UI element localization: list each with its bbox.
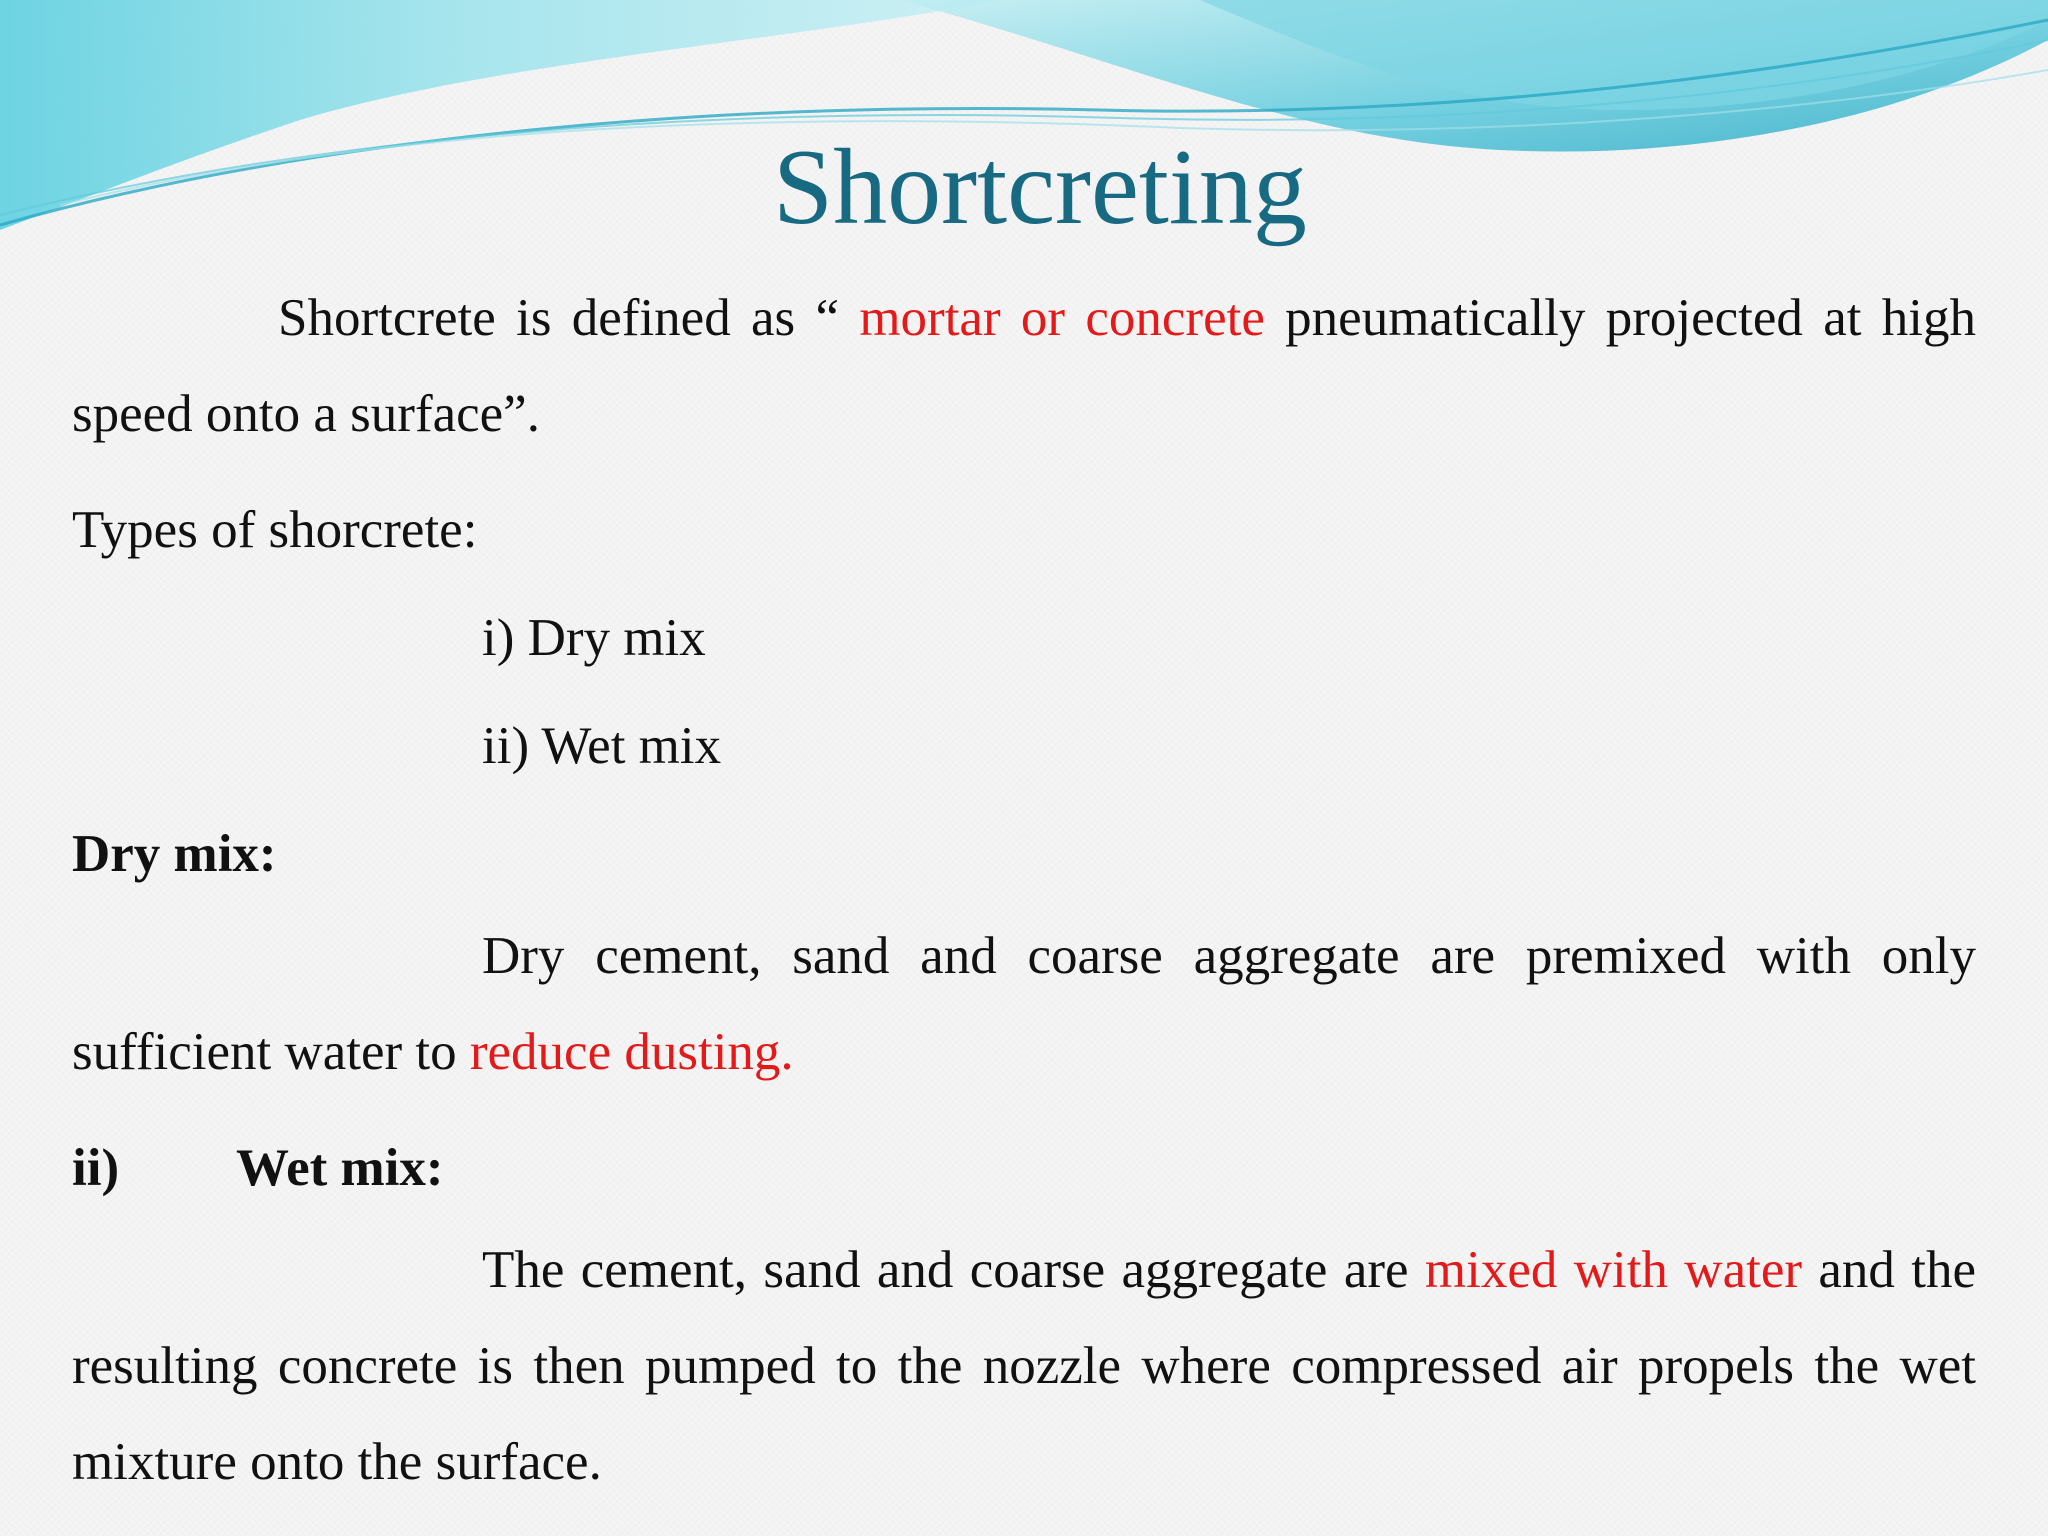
wet-mix-paragraph [72, 1222, 1976, 1510]
definition-text-start: Shortcrete is defined as “ [278, 289, 860, 347]
type-item-wet: ii) Wet mix [482, 717, 722, 775]
dry-mix-paragraph [72, 908, 1976, 1100]
slide-title: Shortcreting [773, 128, 1307, 247]
dry-mix-heading: Dry mix: [72, 825, 277, 883]
wet-mix-heading: Wet mix: [236, 1139, 444, 1197]
types-heading: Types of shorcrete: [72, 501, 478, 559]
definition-text-end: pneumatically projected at high speed onto a surface”. [72, 289, 1976, 443]
wet-mix-heading-row [72, 1114, 1976, 1222]
wet-mix-text-start: The cement, sand and coarse aggregate are [482, 1241, 1425, 1299]
wet-mix-text-end: and the resulting concrete is then pumped to the nozzle where compressed air propels the wet mixture onto the surface. [72, 1241, 1976, 1491]
definition-paragraph [72, 270, 1976, 462]
dry-mix-highlight: reduce dusting. [469, 1023, 794, 1081]
wet-mix-number: ii) [72, 1139, 120, 1197]
slide-content [72, 270, 1976, 1510]
type-item-dry: i) Dry mix [482, 609, 706, 667]
definition-highlight: mortar or concrete [859, 289, 1265, 347]
dry-mix-text: Dry cement, sand and coarse aggregate are premixed with only sufficient water to [72, 927, 1976, 1081]
spacer [72, 462, 1976, 476]
wet-mix-highlight: mixed with water [1424, 1241, 1802, 1299]
spacer [72, 1100, 1976, 1114]
